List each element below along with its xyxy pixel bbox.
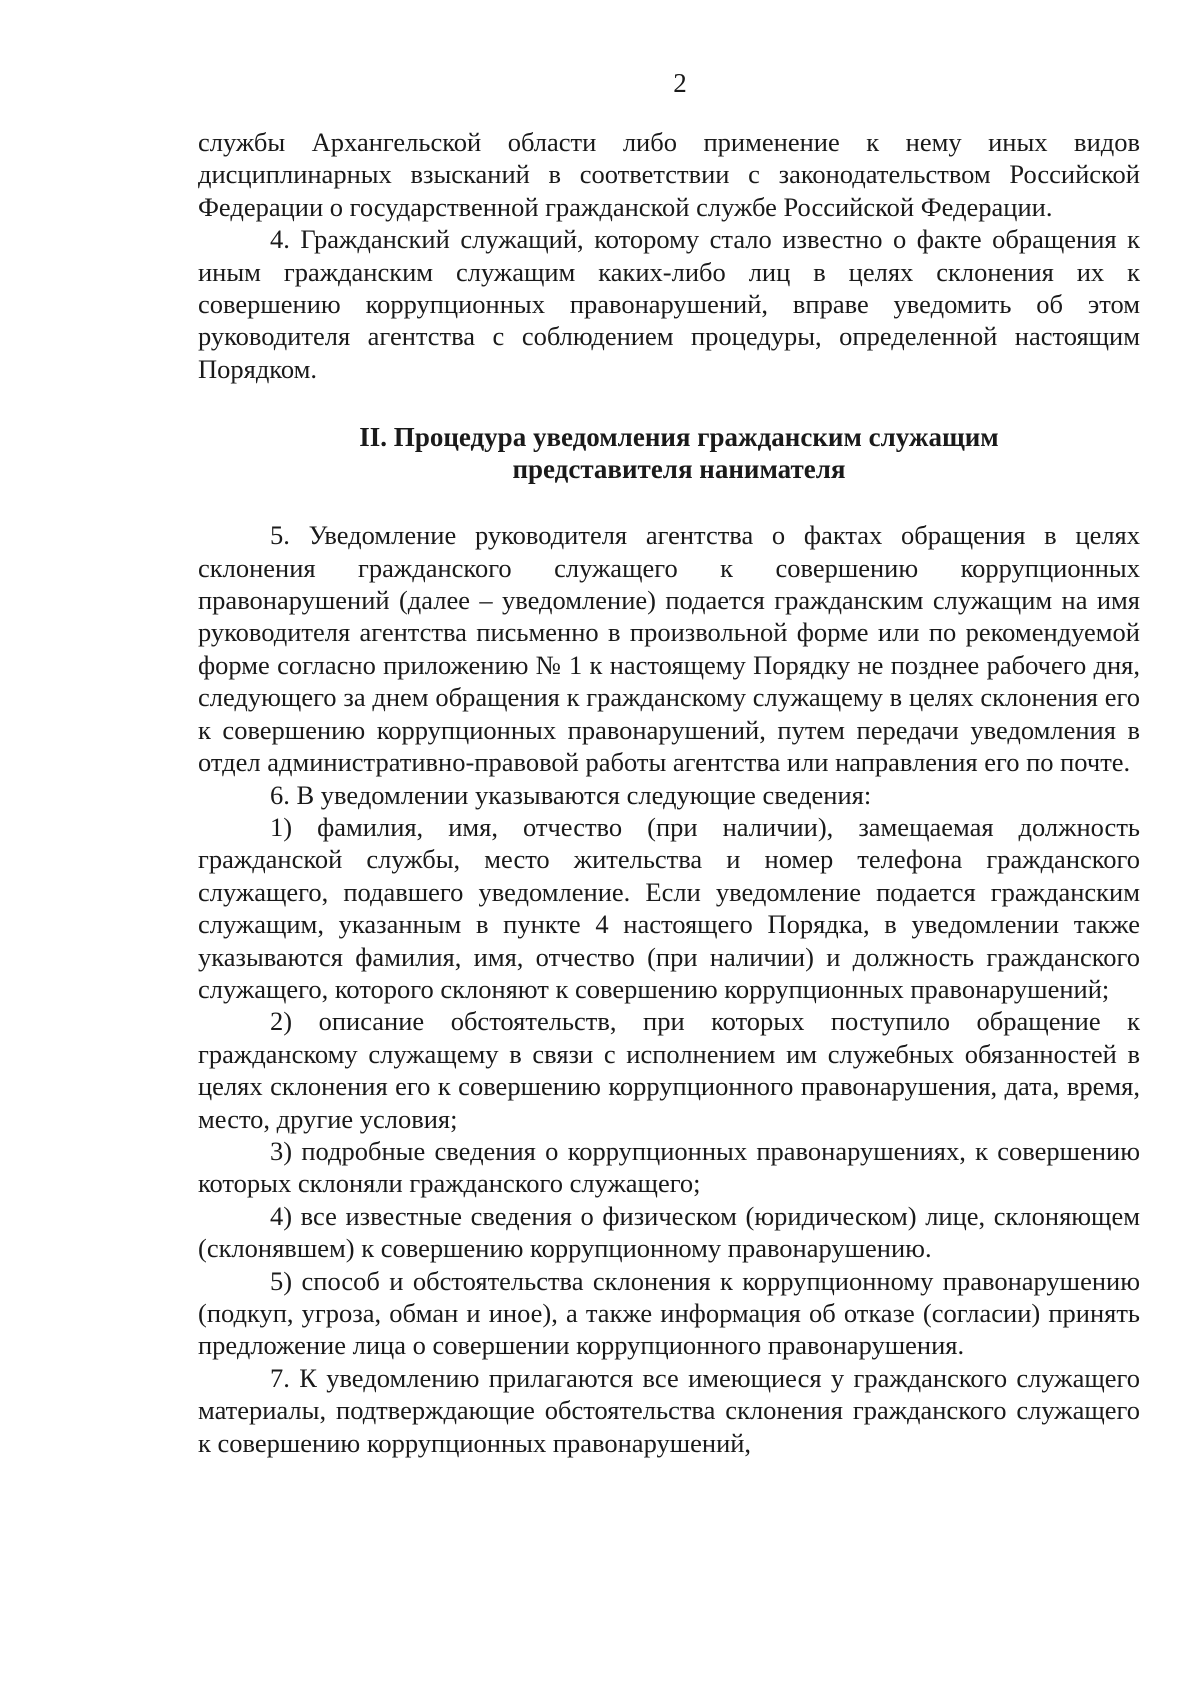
section-heading-line-1: II. Процедура уведомления гражданским служащим bbox=[359, 422, 999, 453]
paragraph-subitem-3: 3) подробные сведения о коррупционных правонарушениях, к совершению которых склоняли гражданского служащего; bbox=[198, 1135, 1140, 1199]
paragraph-item-6: 6. В уведомлении указываются следующие сведения: bbox=[270, 779, 872, 810]
paragraph-continuation: службы Архангельской области либо применение к нему иных видов дисциплинарных взысканий в соответствии с законодательством Российской Федерации о государственной гражданской службе Российской Федерации. bbox=[198, 127, 1140, 222]
section-heading bbox=[198, 421, 1140, 485]
section-heading-line-2: представителя нанимателя bbox=[512, 454, 846, 485]
paragraph-subitem-4: 4) все известные сведения о физическом (юридическом) лице, склоняющем (склонявшем) к совершению коррупционному правонарушению. bbox=[198, 1200, 1140, 1264]
paragraph-subitem-2: 2) описание обстоятельств, при которых поступило обращение к гражданскому служащему в связи с исполнением им служебных обязанностей в целях склонения его к совершению коррупционного правонарушения, дата, время, место, другие условия; bbox=[198, 1006, 1140, 1134]
paragraph-subitem-1: 1) фамилия, имя, отчество (при наличии), замещаемая должность гражданской службы, место жительства и номер телефона гражданского служащего, подавшего уведомление. Если уведомление подается гражданским служащим, указанным в пункте 4 настоящего Порядка, в уведомлении также указываются фамилия, имя, отчество (при наличии) и должность гражданского служащего, которого склоняют к совершению коррупционных правонарушений; bbox=[198, 811, 1140, 1004]
paragraph-item-5: 5. Уведомление руководителя агентства о фактах обращения в целях склонения гражданского служащего к совершению коррупционных правонарушений (далее – уведомление) подается гражданским служащим на имя руководителя агентства письменно в произвольной форме или по рекомендуемой форме согласно приложению № 1 к настоящему Порядку не позднее рабочего дня, следующего за днем обращения к гражданскому служащему в целях склонения его к совершению коррупционных правонарушений, путем передачи уведомления в отдел административно-правовой работы агентства или направления его по почте. bbox=[198, 520, 1140, 778]
paragraph-item-7: 7. К уведомлению прилагаются все имеющиеся у гражданского служащего материалы, подтверждающие обстоятельства склонения гражданского служащего к совершению коррупционных правонарушений, bbox=[198, 1362, 1140, 1458]
paragraph-item-4: 4. Гражданский служащий, которому стало известно о факте обращения к иным гражданским служащим каких-либо лиц в целях склонения их к совершению коррупционных правонарушений, вправе уведомить об этом руководителя агентства с соблюдением процедуры, определенной настоящим Порядком. bbox=[198, 224, 1140, 384]
paragraph-subitem-5: 5) способ и обстоятельства склонения к коррупционному правонарушению (подкуп, угроза, обман и иное), а также информация об отказе (согласии) принять предложение лица о совершении коррупционного правонарушения. bbox=[198, 1265, 1140, 1361]
document-body bbox=[198, 126, 1140, 1459]
page-number: 2 bbox=[673, 68, 687, 98]
